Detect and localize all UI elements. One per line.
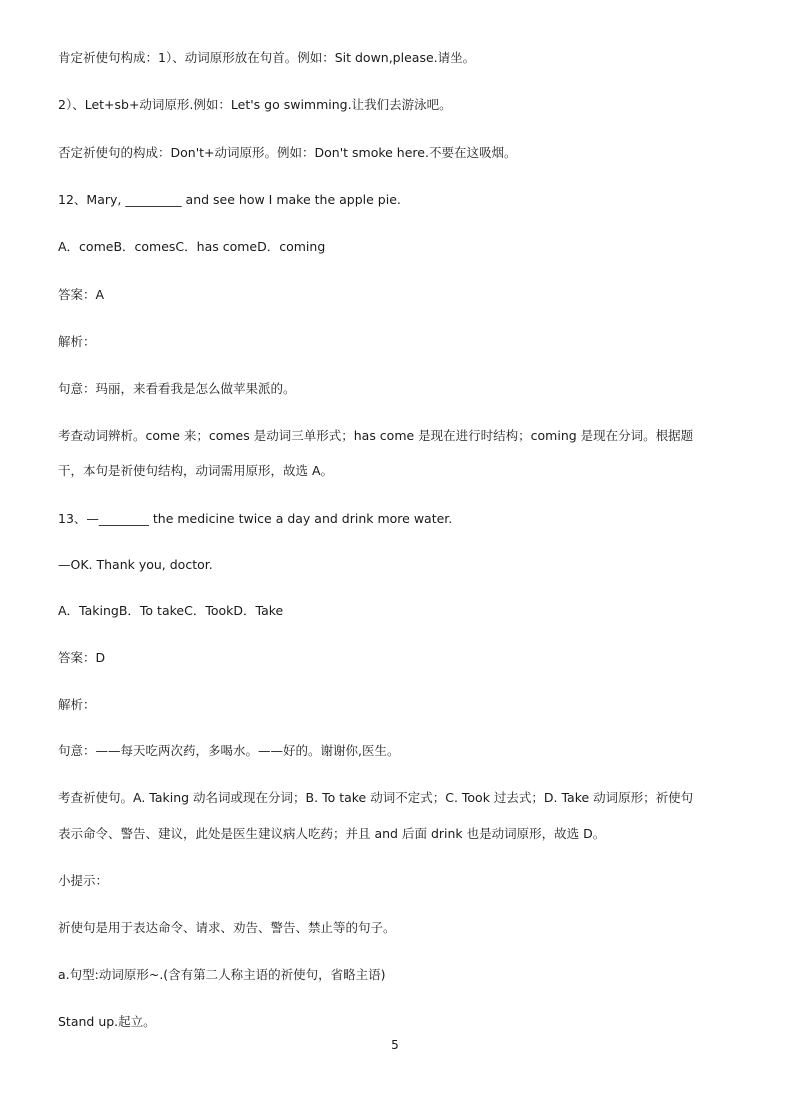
tip-label: 小提示： xyxy=(58,873,109,888)
analysis-label-12: 解析： xyxy=(58,334,96,349)
question-13-options: A．TakingB．To takeC．TookD．Take xyxy=(58,603,284,618)
question-13-reply: —OK. Thank you, doctor. xyxy=(58,557,213,572)
tip-line-3: Stand up.起立。 xyxy=(58,1014,156,1029)
meaning-12: 句意：玛丽，来看看我是怎么做苹果派的。 xyxy=(58,381,296,396)
question-12: 12、Mary, _________ and see how I make the apple pie. xyxy=(58,192,401,207)
question-13: 13、—________ the medicine twice a day and drink more water. xyxy=(58,511,453,526)
explanation-13-line-2: 表示命令、警告、建议，此处是医生建议病人吃药；并且 and 后面 drink 也是动词原形，故选 D。 xyxy=(58,826,606,841)
meaning-13: 句意：——每天吃两次药，多喝水。——好的。谢谢你,医生。 xyxy=(58,743,400,758)
question-12-options: A．comeB．comesC．has comeD．coming xyxy=(58,239,326,254)
explanation-13-line-1: 考查祈使句。A. Taking 动名词或现在分词；B. To take 动词不定式；C. Took 过去式；D. Take 动词原形；祈使句 xyxy=(58,790,694,805)
page-number: 5 xyxy=(391,1038,399,1052)
explanation-12-line-2: 干，本句是祈使句结构，动词需用原形，故选 A。 xyxy=(58,463,334,478)
answer-13: 答案：D xyxy=(58,650,106,665)
tip-line-2: a.句型:动词原形~.(含有第二人称主语的祈使句，省略主语) xyxy=(58,967,386,982)
analysis-label-13: 解析： xyxy=(58,697,96,712)
text-line-1: 肯定祈使句构成：1）、动词原形放在句首。例如：Sit down,please.请坐。 xyxy=(58,50,476,65)
explanation-12-line-1: 考查动词辨析。come 来；comes 是动词三单形式；has come 是现在进行时结构；coming 是现在分词。根据题 xyxy=(58,428,694,443)
text-line-2: 2）、Let+sb+动词原形.例如：Let's go swimming.让我们去游泳吧。 xyxy=(58,97,452,112)
text-line-3: 否定祈使句的构成：Don't+动词原形。例如：Don't smoke here.不要在这吸烟。 xyxy=(58,145,517,160)
tip-line-1: 祈使句是用于表达命令、请求、劝告、警告、禁止等的句子。 xyxy=(58,920,396,935)
answer-12: 答案：A xyxy=(58,287,105,302)
